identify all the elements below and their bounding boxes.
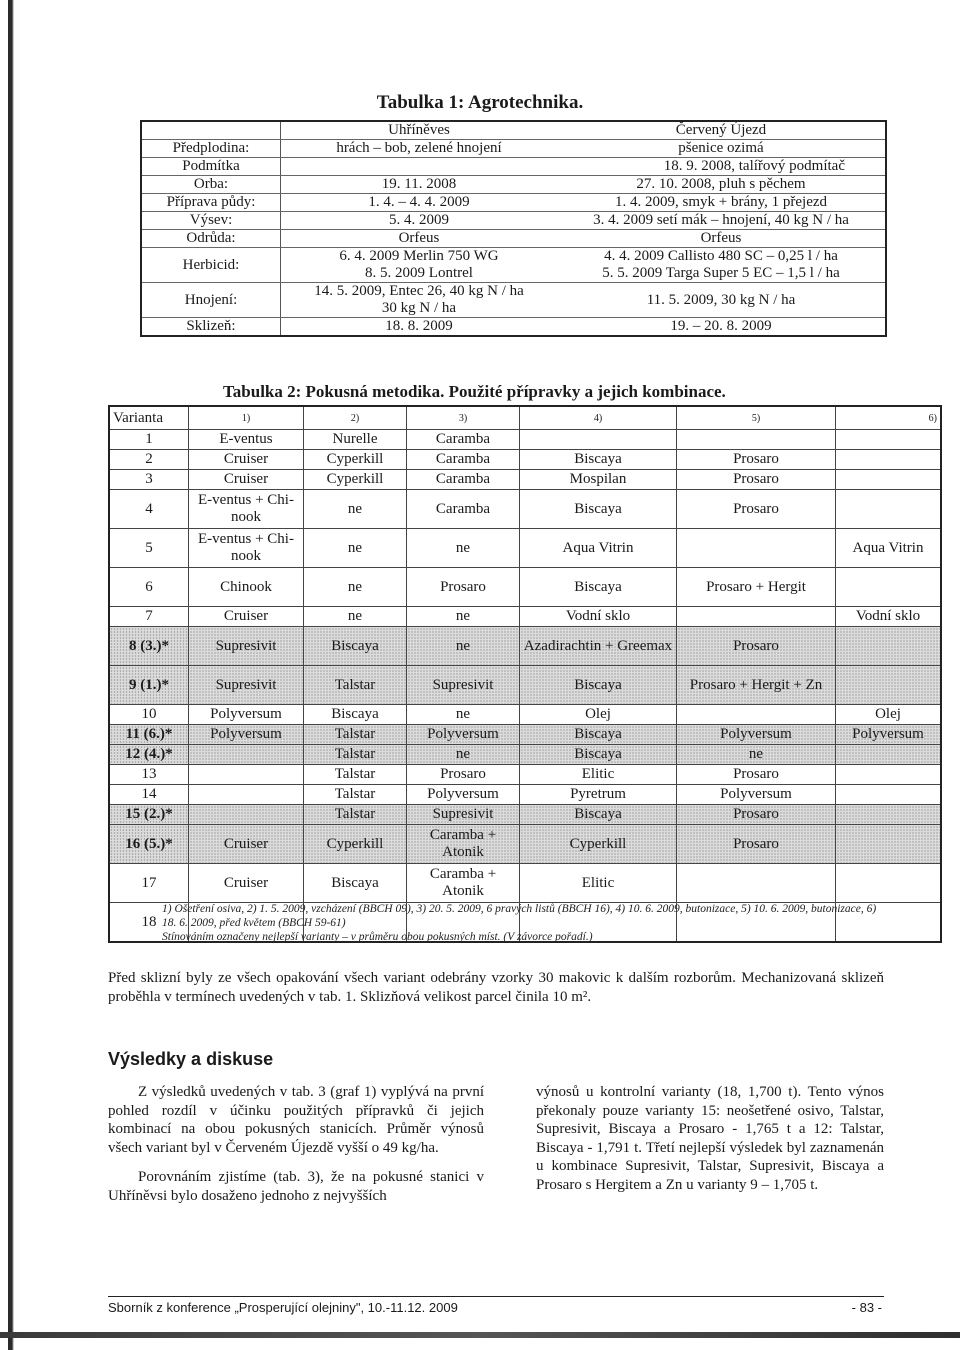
table2-cell: ne [407, 607, 520, 627]
table2-cell [677, 705, 836, 725]
table2-cell: Prosaro [407, 568, 520, 607]
table2-cell: Caramba + Atonik [407, 825, 520, 864]
table2-cell [836, 765, 942, 785]
table2-row [109, 430, 941, 450]
table2-footnote [162, 902, 884, 944]
table2-cell [520, 430, 677, 450]
table2-cell [836, 745, 942, 765]
table2-row [109, 450, 941, 470]
table1-line: 30 kg N / ha [381, 300, 457, 316]
table2-cell [836, 825, 942, 864]
table2-cell: Talstar [304, 666, 407, 705]
table2-cell [836, 805, 942, 825]
table2-cell [836, 490, 942, 529]
table2-cell: Prosaro [677, 490, 836, 529]
table2-cell: Prosaro [677, 765, 836, 785]
table1-label: Odrůda: [141, 230, 281, 248]
results-right-paragraph: výnosů u kontrolní varianty (18, 1,700 t). Tento výnos překonaly pouze varianty 15: neošetřené osivo, Talstar, Supresivit, Biscaya a Prosaro - 1,765 t a 12: Talstar, Biscaya - 1,791 t. Třetí nejlepší výsledek byl zaznamenán u kombinace Supresivit, Talstar, Supresivit, Biscaya a Prosaro s Hergitem a Zn u varianty 9 – 1,705 t. [536, 1084, 884, 1193]
table1-uhrineves-cell: Orfeus [281, 230, 558, 248]
table1-uhrineves-cell: 18. 8. 2009 [385, 318, 453, 334]
table2-cell: Azadirachtin + Greemax [520, 627, 677, 666]
table2-cell: Prosaro + Hergit [677, 568, 836, 607]
results-left-column [108, 1083, 484, 1216]
table2-cell [836, 450, 942, 470]
table1-cerveny-cell: 19. – 20. 8. 2009 [670, 318, 772, 334]
table1-row [141, 158, 886, 176]
table1-row [141, 230, 886, 248]
harvest-paragraph: Před sklizní byly ze všech opakování všech variant odebrány vzorky 30 makovic k dalším rozborům. Mechanizovaná sklizeň proběhla v termínech uvedených v tab. 1. Sklizňová velikost parcel činila 10 m². [108, 970, 884, 1005]
table2-row [109, 666, 941, 705]
footer-conference: Sborník z konference „Prosperující olejniny", 10.-11.12. 2009 [108, 1300, 458, 1315]
table2-cell: ne [304, 529, 407, 568]
table2-variant-cell: 14 [109, 785, 189, 805]
table1-uhrineves-cell: 5. 4. 2009 [281, 212, 558, 230]
results-heading: Výsledky a diskuse [108, 1049, 274, 1069]
table2-cell: Biscaya [520, 490, 677, 529]
table2-cell: Biscaya [520, 725, 677, 745]
table2-cell: Polyversum [407, 725, 520, 745]
table1-cerveny-cell [557, 248, 886, 283]
table1-label: Hnojení: [141, 283, 281, 318]
table2-cell [677, 430, 836, 450]
table2-cell: Polyversum [836, 725, 942, 745]
table1-title: Tabulka 1: Agrotechnika. [376, 92, 584, 113]
table2-cell: Cruiser [189, 470, 304, 490]
table1-header-cerveny: Červený Újezd [557, 121, 886, 140]
table1-row [141, 318, 886, 337]
table2-row [109, 529, 941, 568]
table2-header-cell: 5) [677, 406, 836, 430]
table2-variant-cell: 4 [109, 490, 189, 529]
table2-cell: Biscaya [520, 450, 677, 470]
table2-variant-cell: 3 [109, 470, 189, 490]
table1-label: Výsev: [141, 212, 281, 230]
table2-footnote-line1: 1) Ošetření osiva, 2) 1. 5. 2009, vzcházení (BBCH 09), 3) 20. 5. 2009, 6 pravých listů (BBCH 16), 4) 10. 6. 2009, butonizace, 5) 10. 6. 2009, butonizace, 6) 18. 6. 2009, před květem (BBCH 59-61) [162, 903, 877, 929]
table2-cell: Cruiser [189, 825, 304, 864]
table2-variant-cell: 2 [109, 450, 189, 470]
table1-cerveny-cell: 27. 10. 2008, pluh s pěchem [557, 176, 886, 194]
table2-row [109, 765, 941, 785]
table2-cell: Cruiser [189, 607, 304, 627]
table2-cell: ne [407, 529, 520, 568]
scan-bottom-bar [0, 1332, 960, 1338]
table2-cell: Prosaro [677, 805, 836, 825]
table2-row [109, 825, 941, 864]
table2-cell: Prosaro [407, 765, 520, 785]
table2-cell: Cyperkill [304, 825, 407, 864]
table1-row [141, 194, 886, 212]
table2-variant-cell: 6 [109, 568, 189, 607]
table2-variant-cell: 9 (1.)* [109, 666, 189, 705]
footer-page-number: - 83 - [851, 1300, 882, 1315]
table2-row [109, 785, 941, 805]
table2-cell: Biscaya [304, 864, 407, 903]
table1-label: Orba: [141, 176, 281, 194]
footer-rule [108, 1296, 884, 1297]
table2-cell: Nurelle [304, 430, 407, 450]
table2-cell [189, 745, 304, 765]
table2-cell: Biscaya [520, 568, 677, 607]
table2-cell: Biscaya [520, 745, 677, 765]
table2-variant-cell: 10 [109, 705, 189, 725]
table2-cell: Mospilan [520, 470, 677, 490]
table2-header-row [109, 406, 941, 430]
table2-cell: Talstar [304, 745, 407, 765]
table2-cell: Caramba [407, 470, 520, 490]
table1-cerveny-cell: 1. 4. 2009, smyk + brány, 1 přejezd [557, 194, 886, 212]
table2-cell: ne [407, 705, 520, 725]
table2-cell: Biscaya [520, 805, 677, 825]
table2-title: Tabulka 2: Pokusná metodika. Použité přípravky a jejich kombinace. [223, 382, 726, 401]
table2-cell: Caramba [407, 450, 520, 470]
table2-cell: ne [677, 745, 836, 765]
table1-uhrineves-cell [281, 158, 558, 176]
table2-cell: Talstar [304, 785, 407, 805]
table2-row [109, 864, 941, 903]
table1-label: Předplodina: [141, 140, 281, 158]
table2-cell: Polyversum [407, 785, 520, 805]
table2-cell: Prosaro [677, 825, 836, 864]
scan-edge-shadow [0, 0, 30, 1350]
table2-cell: Prosaro [677, 450, 836, 470]
table1-line: 6. 4. 2009 Merlin 750 WG [339, 248, 499, 264]
table1-row [141, 212, 886, 230]
table2-row [109, 490, 941, 529]
table1-row [141, 176, 886, 194]
table1-label: Herbicid: [141, 248, 281, 283]
table2-cell: Polyversum [189, 705, 304, 725]
table2-variant-cell: 13 [109, 765, 189, 785]
table1-uhrineves-cell: hrách – bob, zelené hnojení [281, 140, 558, 158]
table2-variant-cell: 16 (5.)* [109, 825, 189, 864]
table2-cell: ne [407, 627, 520, 666]
table1-header-row [141, 121, 886, 140]
table1-label: Sklizeň: [141, 318, 281, 337]
table2-header-cell: 1) [189, 406, 304, 430]
table2-cell: Supresivit [189, 627, 304, 666]
table2-pokusna-metodika [108, 405, 942, 943]
table2-header-varianta: Varianta [109, 406, 189, 430]
table1-row [141, 283, 886, 318]
table1-row [141, 248, 886, 283]
table2-cell [677, 607, 836, 627]
table2-cell: Talstar [304, 725, 407, 745]
table2-cell: Prosaro [677, 627, 836, 666]
table2-variant-cell: 5 [109, 529, 189, 568]
table2-cell: Biscaya [304, 705, 407, 725]
table2-cell: Prosaro [677, 470, 836, 490]
table1-uhrineves-cell: 1. 4. – 4. 4. 2009 [281, 194, 558, 212]
results-right-column [536, 1083, 884, 1205]
table1-label: Příprava půdy: [141, 194, 281, 212]
table2-row [109, 705, 941, 725]
table2-cell [836, 627, 942, 666]
table2-cell: ne [304, 568, 407, 607]
table1-cerveny-cell: Orfeus [557, 230, 886, 248]
table1-line: 8. 5. 2009 Lontrel [365, 265, 473, 281]
table2-cell: Vodní sklo [520, 607, 677, 627]
table2-body [109, 430, 941, 943]
table2-cell: Talstar [304, 765, 407, 785]
table2-variant-cell: 11 (6.)* [109, 725, 189, 745]
table2-cell: Pyretrum [520, 785, 677, 805]
table2-variant-cell: 8 (3.)* [109, 627, 189, 666]
table2-cell: Caramba [407, 430, 520, 450]
table2-cell: Aqua Vitrin [520, 529, 677, 568]
table2-cell: Elitic [520, 765, 677, 785]
table2-cell [836, 568, 942, 607]
table2-cell: Chinook [189, 568, 304, 607]
table2-cell: Cyperkill [304, 470, 407, 490]
table2-row [109, 805, 941, 825]
table2-variant-cell: 18 [109, 903, 189, 943]
table2-cell: E-ventus + Chi-nook [189, 490, 304, 529]
table2-row [109, 745, 941, 765]
table2-cell: Supresivit [407, 666, 520, 705]
table2-cell: E-ventus [189, 430, 304, 450]
table2-cell: Supresivit [407, 805, 520, 825]
table1-uhrineves-cell: 19. 11. 2008 [281, 176, 558, 194]
table2-cell: Prosaro + Hergit + Zn [677, 666, 836, 705]
table2-cell: Caramba [407, 490, 520, 529]
table2-cell: Caramba + Atonik [407, 864, 520, 903]
table2-cell: ne [304, 490, 407, 529]
table2-row [109, 627, 941, 666]
table2-cell: Polyversum [677, 785, 836, 805]
table2-cell: Supresivit [189, 666, 304, 705]
table2-cell [836, 864, 942, 903]
table1-label: Podmítka [141, 158, 281, 176]
table2-row [109, 568, 941, 607]
table1-row [141, 140, 886, 158]
table2-variant-cell: 17 [109, 864, 189, 903]
table1-line: 5. 5. 2009 Targa Super 5 EC – 1,5 l / ha [602, 265, 840, 281]
table2-row [109, 607, 941, 627]
table1-line: 4. 4. 2009 Callisto 480 SC – 0,25 l / ha [604, 248, 838, 264]
table1-uhrineves-cell [281, 248, 558, 283]
table1-line: 14. 5. 2009, Entec 26, 40 kg N / ha [314, 283, 524, 299]
table2-cell: Cruiser [189, 864, 304, 903]
table1-cerveny-cell: 3. 4. 2009 setí mák – hnojení, 40 kg N / ha [557, 212, 886, 230]
table2-header-cell: 4) [520, 406, 677, 430]
table2-cell: ne [407, 745, 520, 765]
results-left-paragraph: Porovnáním zjistíme (tab. 3), že na pokusné stanici v Uhříněvsi bylo dosaženo jednoho z nejvyšších [108, 1169, 484, 1204]
table2-header-cell: 2) [304, 406, 407, 430]
table2-cell: Aqua Vitrin [836, 529, 942, 568]
table2-cell: Olej [520, 705, 677, 725]
table2-cell: Polyversum [189, 725, 304, 745]
table2-cell [836, 785, 942, 805]
table2-cell [189, 785, 304, 805]
table2-variant-cell: 12 (4.)* [109, 745, 189, 765]
results-left-paragraph: Z výsledků uvedených v tab. 3 (graf 1) vyplývá na první pohled rozdíl v účinku použitých přípravků či jejich kombinací na obou pokusných stanicích. Průměr výnosů všech variant byl v Červeném Újezdě vyšší o 49 kg/ha. [108, 1084, 484, 1156]
table2-cell: Cruiser [189, 450, 304, 470]
table2-cell [189, 805, 304, 825]
table2-footnote-line2: Stínováním označeny nejlepší varianty – v průměru obou pokusných míst. (V závorce pořadí.) [162, 931, 593, 943]
table1-cerveny-cell: 18. 9. 2008, talířový podmítač [557, 158, 886, 176]
table2-row [109, 470, 941, 490]
table2-cell [677, 864, 836, 903]
table2-header-cell: 3) [407, 406, 520, 430]
table2-cell [836, 430, 942, 450]
table2-header-cell: 6) [836, 406, 942, 430]
table1-agrotechnika [140, 120, 887, 337]
table2-cell: Biscaya [520, 666, 677, 705]
table2-cell: Elitic [520, 864, 677, 903]
table1-cerveny-cell: pšenice ozimá [557, 140, 886, 158]
table2-row [109, 725, 941, 745]
table1-cerveny-cell: 11. 5. 2009, 30 kg N / ha [557, 283, 886, 318]
table2-cell [189, 765, 304, 785]
table2-cell: Cyperkill [520, 825, 677, 864]
table2-cell: Cyperkill [304, 450, 407, 470]
table2-cell: Biscaya [304, 627, 407, 666]
table2-cell: Olej [836, 705, 942, 725]
table2-cell: Vodní sklo [836, 607, 942, 627]
table2-cell: ne [304, 607, 407, 627]
table2-cell [677, 529, 836, 568]
table1-header-empty [141, 121, 281, 140]
table2-variant-cell: 1 [109, 430, 189, 450]
table2-cell: E-ventus + Chi-nook [189, 529, 304, 568]
table2-cell: Talstar [304, 805, 407, 825]
table2-cell [836, 470, 942, 490]
table2-variant-cell: 7 [109, 607, 189, 627]
table1-uhrineves-cell [281, 283, 558, 318]
table2-cell [836, 666, 942, 705]
table2-variant-cell: 15 (2.)* [109, 805, 189, 825]
table1-header-uhrineves: Uhříněves [281, 121, 558, 140]
table2-cell: Polyversum [677, 725, 836, 745]
